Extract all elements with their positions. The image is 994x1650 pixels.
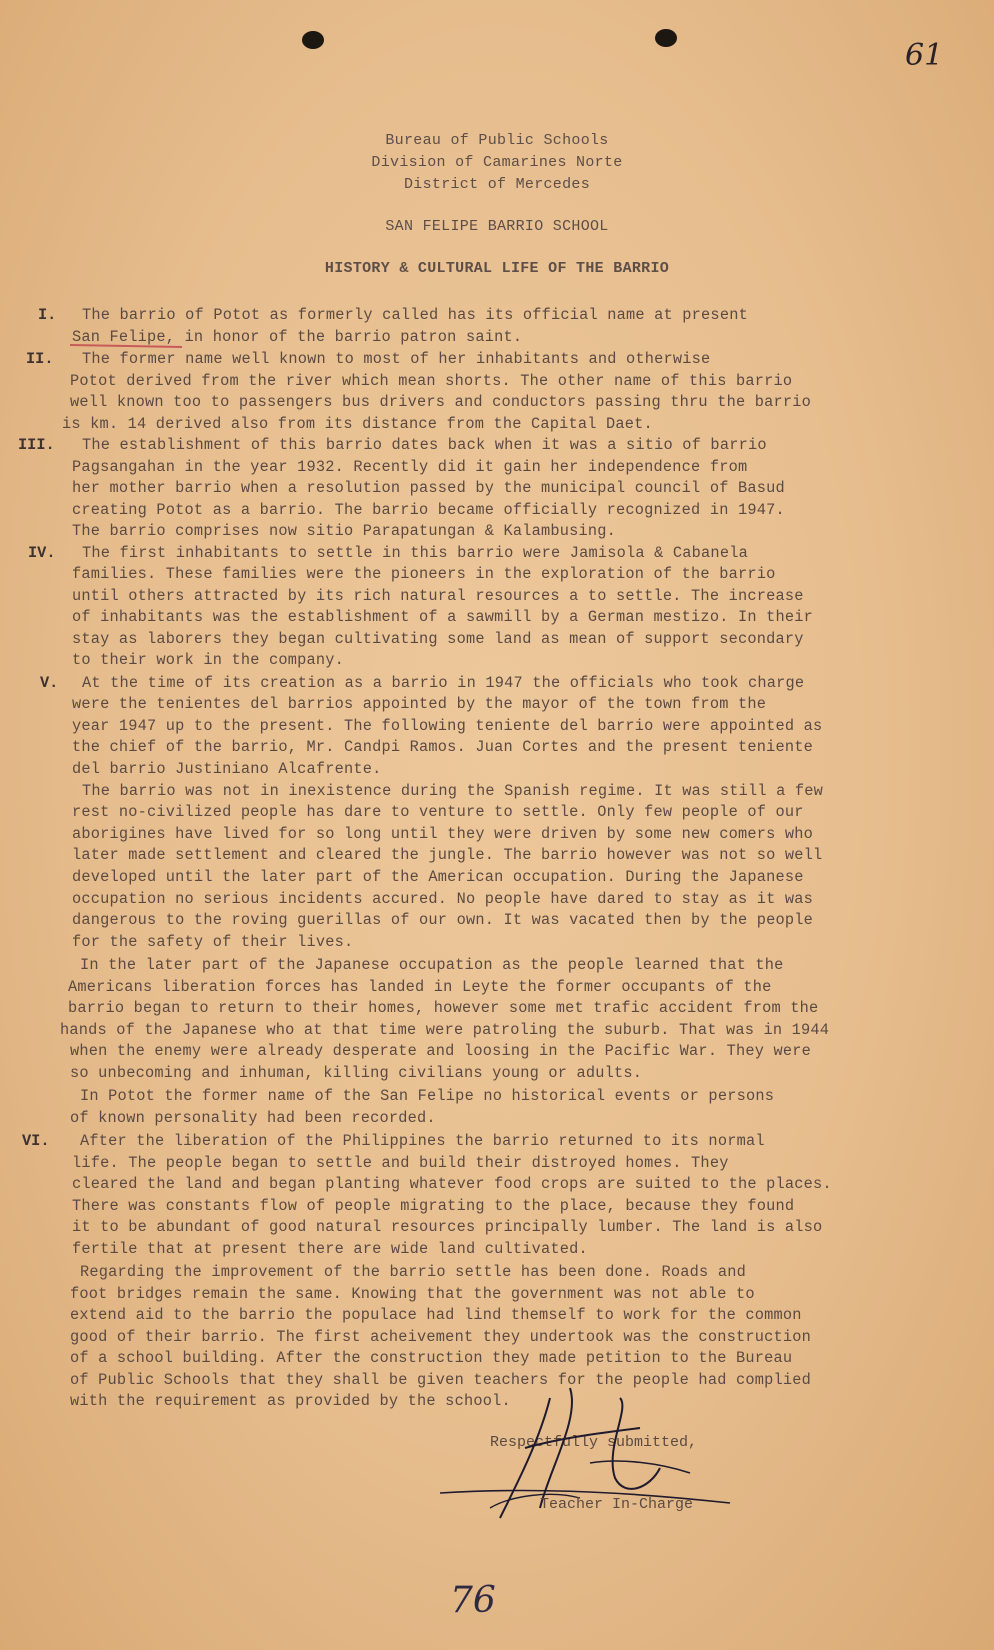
text-line: fertile that at present there are wide land cultivated.: [72, 1240, 588, 1258]
header-district: District of Mercedes: [403, 176, 591, 193]
section-numeral: V.: [40, 674, 59, 692]
text-line: extend aid to the barrio the populace had lind themself to work for the common: [70, 1306, 802, 1324]
text-line: dangerous to the roving guerillas of our own. It was vacated then by the people: [72, 911, 813, 929]
text-line: for the safety of their lives.: [72, 933, 354, 951]
text-line: when the enemy were already desperate and loosing in the Pacific War. They were: [70, 1042, 811, 1060]
text-line: life. The people began to settle and build their distroyed homes. They: [72, 1154, 729, 1172]
punch-hole-left: [302, 31, 324, 49]
text-line: aborigines have lived for so long until they were driven by some new comers who: [72, 825, 813, 843]
text-line: Pagsangahan in the year 1932. Recently did it gain her independence from: [72, 458, 748, 476]
text-line: until others attracted by its rich natural resources a to settle. The increase: [72, 587, 804, 605]
text-line: of known personality had been recorded.: [70, 1109, 436, 1127]
text-line: good of their barrio. The first acheivement they undertook was the construction: [70, 1328, 811, 1346]
text-line: occupation no serious incidents accured. No people have dared to stay as it was: [72, 890, 813, 908]
text-line: stay as laborers they began cultivating some land as mean of support secondary: [72, 630, 804, 648]
header-bureau: Bureau of Public Schools: [385, 132, 609, 149]
text-line: so unbecoming and inhuman, killing civilians young or adults.: [70, 1064, 643, 1082]
teacher-in-charge: Teacher In-Charge: [540, 1496, 694, 1513]
section-numeral: IV.: [28, 544, 56, 562]
text-line: foot bridges remain the same. Knowing that the government was not able to: [70, 1285, 755, 1303]
text-line: There was constants flow of people migrating to the place, because they found: [72, 1197, 795, 1215]
text-line: The barrio was not in inexistence during the Spanish regime. It was still a few: [82, 782, 823, 800]
text-line: were the tenientes del barrios appointed by the mayor of the town from the: [72, 695, 767, 713]
section-numeral: III.: [18, 436, 55, 454]
text-line: of a school building. After the construction they made petition to the Bureau: [70, 1349, 793, 1367]
text-line: families. These families were the pioneers in the exploration of the barrio: [72, 565, 776, 583]
page-number-bottom: 76: [450, 1580, 496, 1621]
text-line: the chief of the barrio, Mr. Candpi Ramos. Juan Cortes and the present teniente: [72, 738, 813, 756]
text-line: with the requirement as provided by the school.: [70, 1392, 511, 1410]
text-line: In Potot the former name of the San Felipe no historical events or persons: [80, 1087, 775, 1105]
text-line: barrio began to return to their homes, however some met trafic accident from the: [68, 999, 819, 1017]
text-line: Regarding the improvement of the barrio settle has been done. Roads and: [80, 1263, 746, 1281]
document-title: HISTORY & CULTURAL LIFE OF THE BARRIO: [324, 260, 670, 277]
section-numeral: I.: [38, 306, 57, 324]
text-line: At the time of its creation as a barrio in 1947 the officials who took charge: [82, 674, 805, 692]
text-line: cleared the land and began planting whatever food crops are suited to the places.: [72, 1175, 832, 1193]
text-line: her mother barrio when a resolution passed by the municipal council of Basud: [72, 479, 785, 497]
text-line: of Public Schools that they shall be given teachers for the people had complied: [70, 1371, 811, 1389]
text-line: later made settlement and cleared the jungle. The barrio however was not so well: [72, 846, 823, 864]
text-line: to their work in the company.: [72, 651, 345, 669]
closing-respectfully: Respectfully submitted,: [490, 1434, 698, 1451]
text-line: developed until the later part of the American occupation. During the Japanese: [72, 868, 804, 886]
page-number-top: 61: [905, 38, 944, 73]
section-numeral: II.: [26, 350, 54, 368]
text-line: creating Potot as a barrio. The barrio became officially recognized in 1947.: [72, 501, 785, 519]
text-line: The former name well known to most of her inhabitants and otherwise: [82, 350, 711, 368]
text-line: Americans liberation forces has landed in Leyte the former occupants of the: [68, 978, 772, 996]
text-line: The barrio of Potot as formerly called has its official name at present: [82, 306, 748, 324]
text-line: The first inhabitants to settle in this barrio were Jamisola & Cabanela: [82, 544, 748, 562]
header-division: Division of Camarines Norte: [371, 154, 623, 171]
text-line: del barrio Justiniano Alcafrente.: [72, 760, 382, 778]
text-line: rest no-civilized people has dare to venture to settle. Only few people of our: [72, 803, 804, 821]
text-line: is km. 14 derived also from its distance from the Capital Daet.: [62, 415, 653, 433]
text-line: of inhabitants was the establishment of a sawmill by a German mestizo. In their: [72, 608, 813, 626]
text-line: Potot derived from the river which mean shorts. The other name of this barrio: [70, 372, 793, 390]
text-line: In the later part of the Japanese occupation as the people learned that the: [80, 956, 784, 974]
school-name: SAN FELIPE BARRIO SCHOOL: [385, 218, 609, 235]
text-line: San Felipe, in honor of the barrio patron saint.: [72, 328, 523, 346]
text-line: year 1947 up to the present. The following teniente del barrio were appointed as: [72, 717, 823, 735]
text-line: well known too to passengers bus drivers and conductors passing thru the barrio: [70, 393, 811, 411]
text-line: The establishment of this barrio dates back when it was a sitio of barrio: [82, 436, 767, 454]
text-line: The barrio comprises now sitio Parapatungan & Kalambusing.: [72, 522, 617, 540]
text-line: it to be abundant of good natural resources principally lumber. The land is also: [72, 1218, 823, 1236]
punch-hole-right: [655, 29, 677, 47]
text-line: hands of the Japanese who at that time were patroling the suburb. That was in 1944: [60, 1021, 830, 1039]
text-line: After the liberation of the Philippines the barrio returned to its normal: [80, 1132, 765, 1150]
section-numeral: VI.: [22, 1132, 50, 1150]
